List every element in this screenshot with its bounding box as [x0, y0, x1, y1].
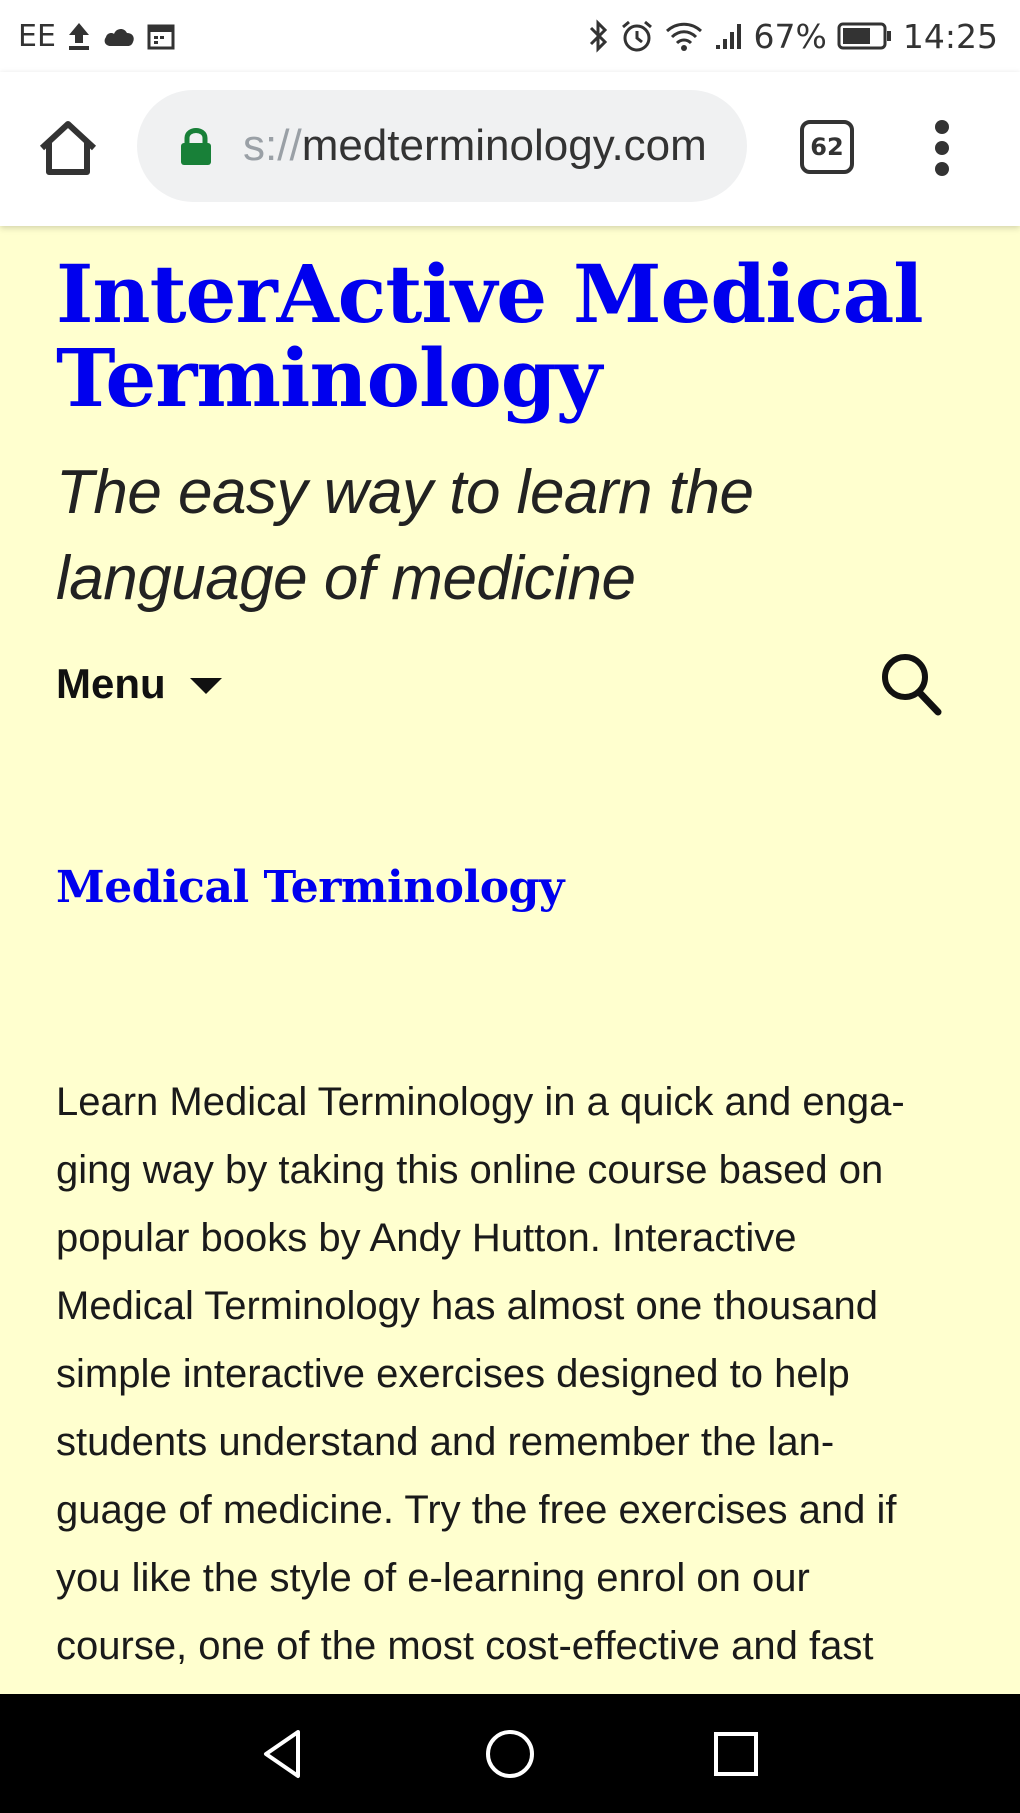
menu-toggle-button[interactable] [56, 656, 222, 712]
url-bar[interactable] [137, 90, 747, 202]
tagline-line: language of medicine [56, 544, 636, 613]
recents-icon [708, 1726, 764, 1782]
system-home-button[interactable] [482, 1726, 538, 1782]
search-icon [878, 650, 944, 720]
body-line: ging way by taking this online course based on [56, 1148, 884, 1192]
menu-label: Menu [56, 660, 166, 707]
bluetooth-icon [588, 18, 610, 54]
body-line: you like the style of e-learning enrol on our [56, 1556, 810, 1600]
overflow-dot [935, 141, 949, 155]
upload-icon [66, 21, 92, 51]
url-host: medterminology.com [301, 121, 707, 170]
back-icon [256, 1726, 312, 1782]
browser-toolbar [0, 72, 1020, 226]
body-line: popular books by Andy Hutton. Interactive [56, 1216, 797, 1260]
home-icon [36, 116, 100, 180]
back-button[interactable] [256, 1726, 312, 1782]
body-line: simple interactive exercises designed to help [56, 1352, 850, 1396]
body-line: course, one of the most cost-effective and fast [56, 1624, 874, 1668]
signal-icon [714, 21, 744, 51]
clock-time: 14:25 [902, 16, 998, 56]
site-tagline [56, 450, 936, 622]
url-scheme: s:// [243, 121, 302, 170]
battery-percent: 67% [753, 16, 827, 56]
home-button[interactable] [36, 116, 100, 180]
body-line: Medical Terminology has almost one thousand [56, 1284, 878, 1328]
calendar-icon [146, 21, 176, 51]
body-line: Learn Medical Terminology in a quick and enga- [56, 1080, 905, 1124]
overflow-menu-button[interactable] [924, 118, 960, 178]
site-title[interactable]: InterActive Medical Terminology [56, 247, 923, 425]
url-text [243, 90, 707, 202]
carrier-label: EE [18, 18, 56, 54]
recents-button[interactable] [708, 1726, 764, 1782]
caret-down-icon [190, 678, 222, 694]
overflow-dot [935, 162, 949, 176]
lock-icon [179, 126, 213, 166]
overflow-dot [935, 120, 949, 134]
tab-switcher-button[interactable] [800, 120, 854, 174]
battery-icon [837, 22, 893, 50]
cloud-icon [102, 24, 136, 48]
status-right-group [588, 14, 998, 58]
status-left-group [18, 16, 176, 56]
system-nav-bar [0, 1694, 1020, 1813]
home-circle-icon [482, 1726, 538, 1782]
web-page [0, 226, 1020, 1694]
tab-count: 62 [800, 120, 854, 174]
wifi-icon [664, 19, 704, 53]
tagline-line: The easy way to learn the [56, 458, 754, 527]
body-line: guage of medicine. Try the free exercises and if [56, 1488, 897, 1532]
status-bar [0, 0, 1020, 72]
search-button[interactable] [878, 650, 944, 720]
body-line: students understand and remember the lan- [56, 1420, 835, 1464]
post-body [56, 1068, 976, 1680]
post-title-link[interactable]: Medical Terminology [56, 862, 564, 913]
alarm-icon [620, 19, 654, 53]
